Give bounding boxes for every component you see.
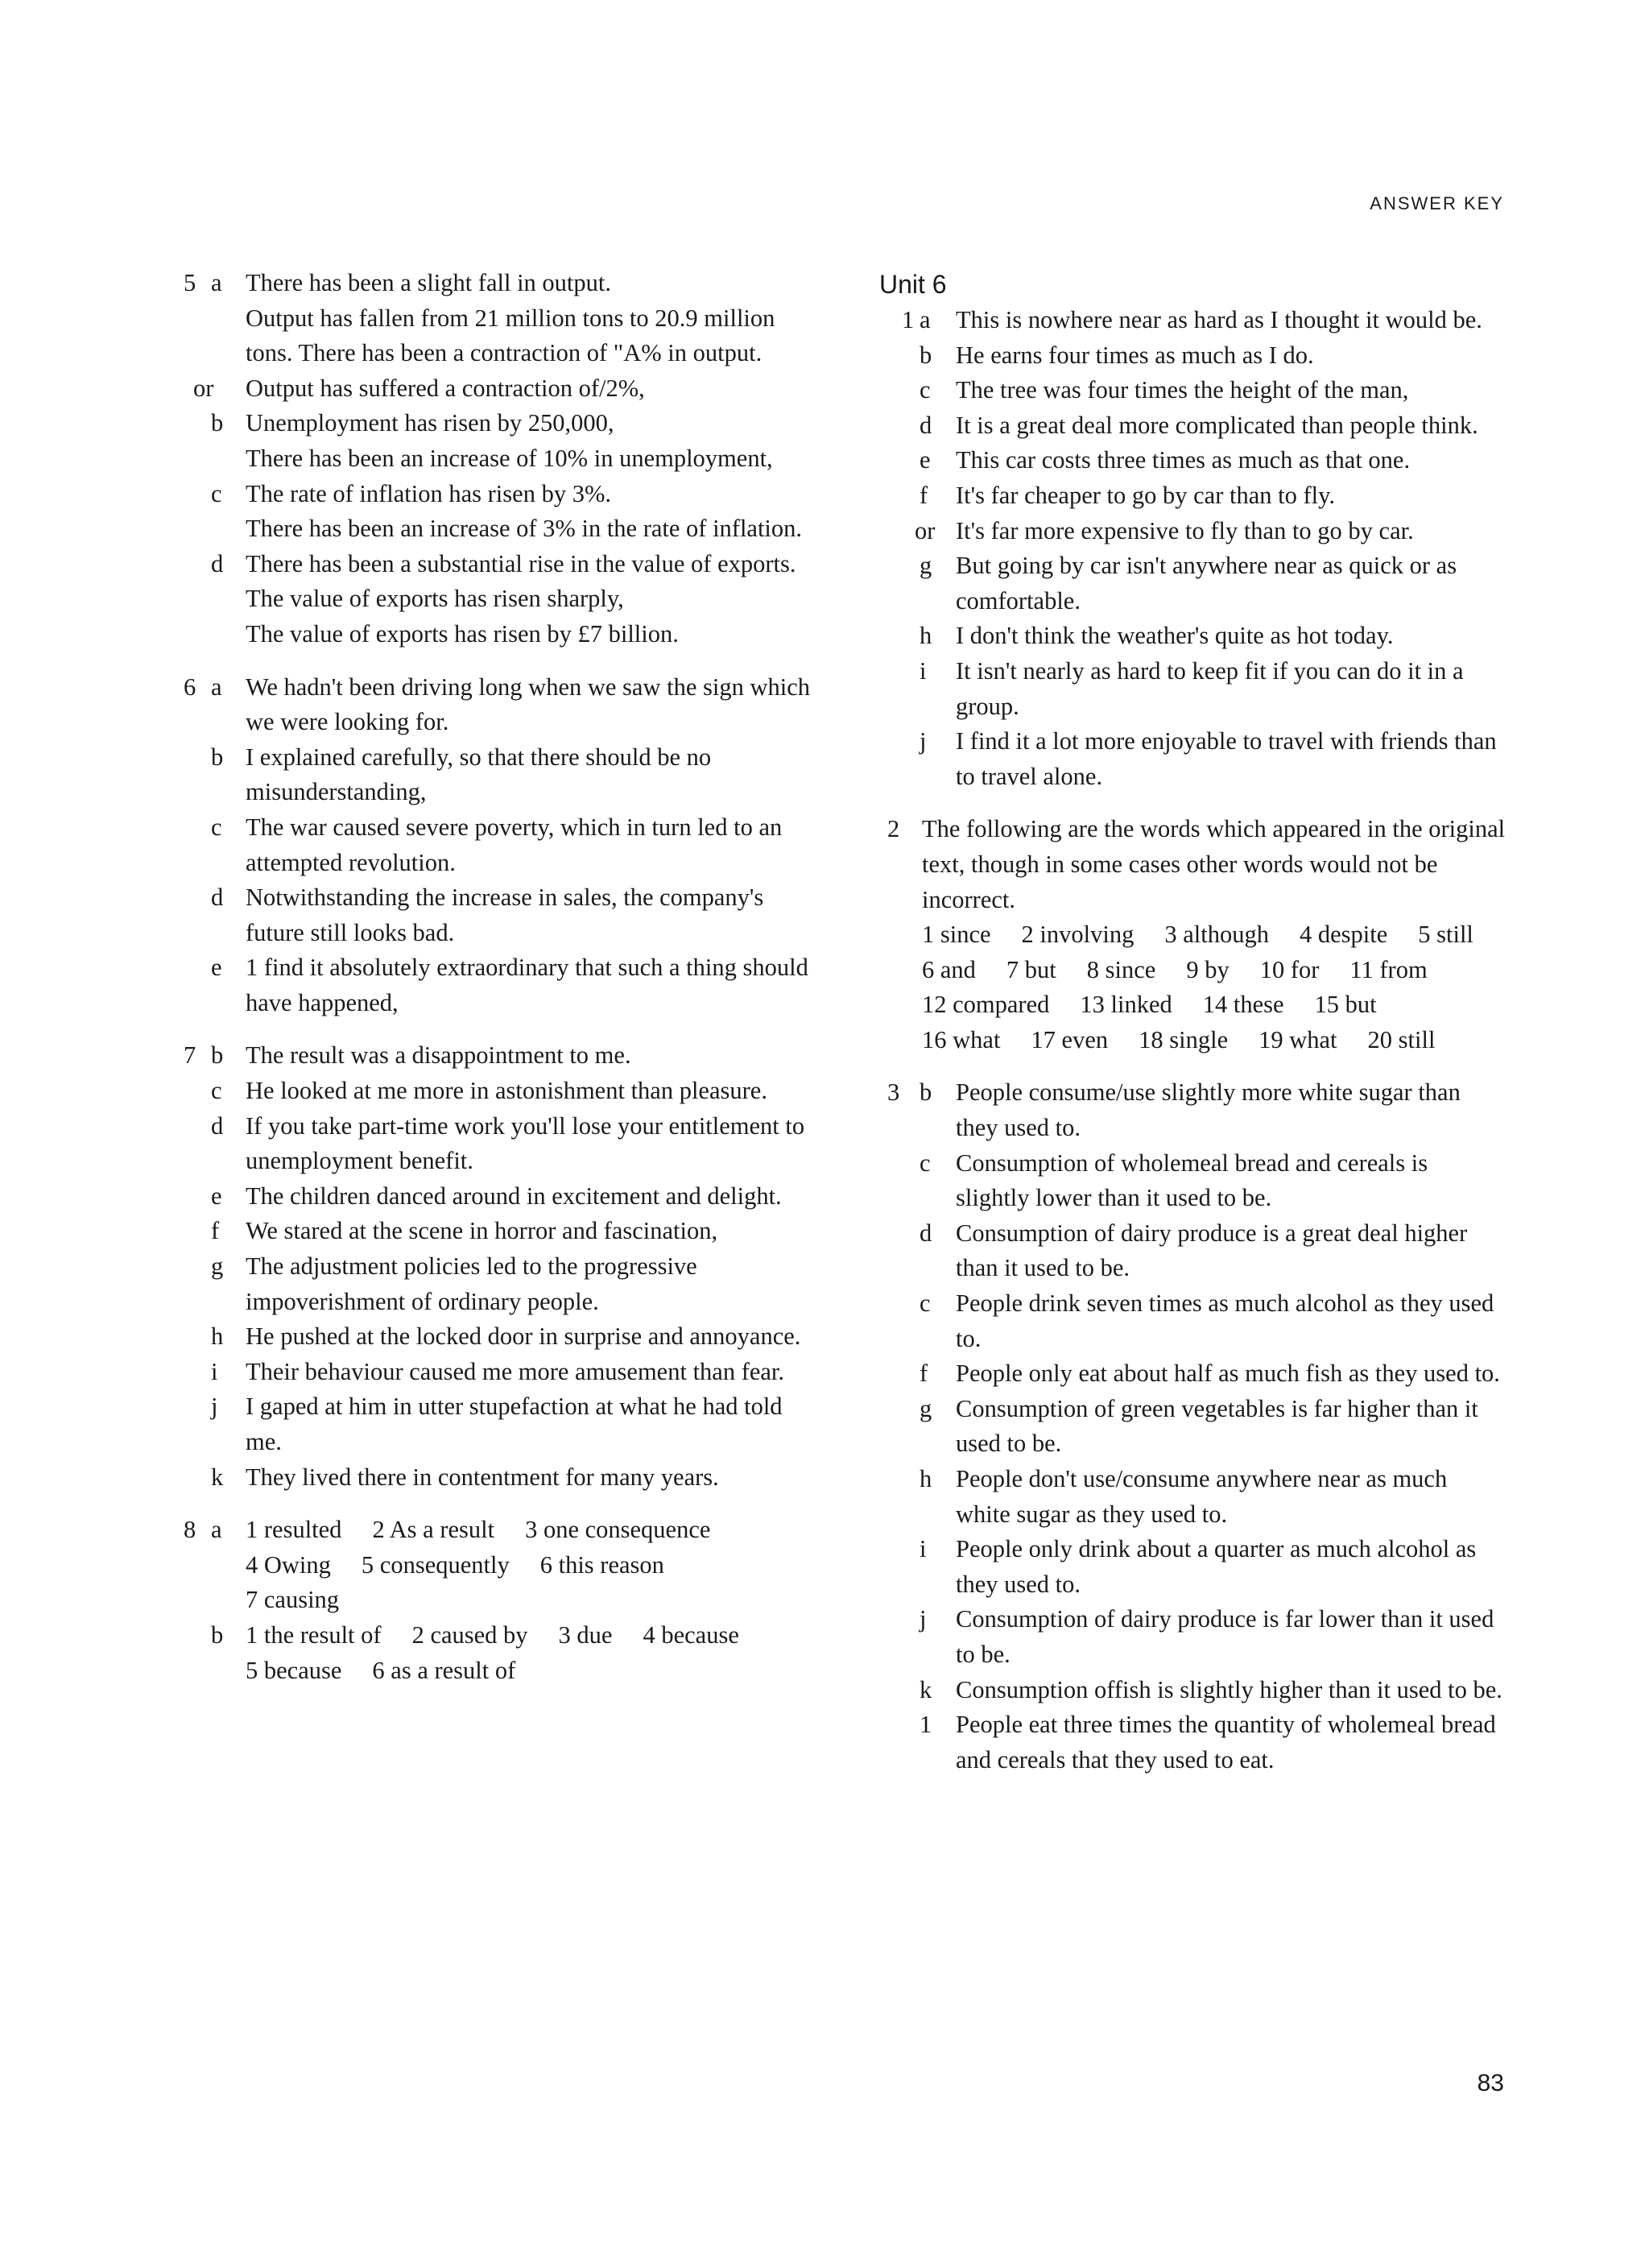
answer-item <box>177 371 813 407</box>
item-label: b <box>920 341 932 369</box>
word-list <box>879 917 1507 1057</box>
item-label: c <box>920 1289 931 1318</box>
item-label: 1 <box>920 1711 932 1739</box>
word-line <box>246 1583 813 1618</box>
answer-item <box>879 514 1507 549</box>
answer-item <box>879 1075 1507 1145</box>
right-column <box>879 266 1507 1795</box>
word-line <box>246 1548 813 1583</box>
word-answer: 3 one consequence <box>525 1516 711 1544</box>
answer-text: People don't use/consume anywhere near as much white sugar as they used to. <box>956 1465 1448 1528</box>
exercise-3 <box>879 1075 1507 1778</box>
item-label: g <box>211 1252 224 1281</box>
word-answer: 6 this reason <box>539 1550 664 1579</box>
answer-text: The war caused severe poverty, which in turn led to an attempted revolution. <box>246 813 783 876</box>
answer-text: I find it a lot more enjoyable to travel with friends than to travel alone. <box>956 727 1497 790</box>
item-label: d <box>920 411 932 439</box>
answer-text: I explained carefully, so that there should be no misunderstanding, <box>246 743 712 806</box>
item-label: h <box>920 622 932 650</box>
item-label: f <box>211 1217 220 1245</box>
word-answer: 13 linked <box>1080 991 1172 1019</box>
item-label: a <box>211 1516 222 1544</box>
item-label: or <box>193 374 214 402</box>
answer-line: Output has suffered a contraction of/2%, <box>246 374 645 402</box>
word-answer: 17 even <box>1031 1025 1109 1053</box>
word-answer: 16 what <box>922 1025 1001 1053</box>
item-label: e <box>211 1182 222 1210</box>
answer-item <box>879 1673 1507 1708</box>
answer-text: They lived there in contentment for many years. <box>246 1463 719 1491</box>
item-label: a <box>920 306 931 333</box>
item-label: i <box>920 656 927 685</box>
page-number: 83 <box>1477 2070 1504 2096</box>
word-answer: 4 despite <box>1299 921 1388 949</box>
answer-line: The value of exports has risen sharply, <box>246 585 624 613</box>
answer-item <box>177 266 813 371</box>
word-line <box>922 917 1507 953</box>
word-answer: 20 still <box>1367 1025 1436 1053</box>
exercise-number: 8 <box>184 1516 196 1544</box>
item-label: j <box>920 1605 927 1633</box>
exercise-intro: The following are the words which appeared in the original text, though in some cases other words would not be incorrect. <box>922 815 1506 913</box>
item-label: k <box>211 1463 224 1491</box>
answer-text: It isn't nearly as hard to keep fit if you can do it in a group. <box>956 656 1464 720</box>
answer-item <box>879 408 1507 444</box>
word-answer: 3 although <box>1164 921 1269 949</box>
word-answer: 6 as a result of <box>372 1656 516 1684</box>
answer-item <box>879 373 1507 408</box>
answer-item <box>177 1038 813 1074</box>
item-label: b <box>211 743 224 771</box>
answer-item <box>177 406 813 476</box>
item-label: g <box>920 1394 932 1422</box>
item-label: d <box>211 549 224 577</box>
answer-item <box>879 1707 1507 1778</box>
word-answer: 8 since <box>1086 955 1156 983</box>
item-label: e <box>211 954 222 982</box>
word-answer: 18 single <box>1139 1025 1229 1053</box>
answer-text: 1 find it absolutely extraordinary that such a thing should have happened, <box>246 954 808 1016</box>
word-line <box>922 987 1507 1023</box>
word-line <box>246 1653 813 1689</box>
answer-item <box>879 303 1507 338</box>
answer-item <box>177 740 813 810</box>
item-label: j <box>920 727 927 755</box>
item-label: g <box>920 552 932 580</box>
answer-line: There has been a slight fall in output. <box>246 269 611 296</box>
answer-text: Their behaviour caused me more amusement than fear. <box>246 1357 785 1385</box>
answer-item <box>177 1109 813 1179</box>
exercise-number: 1 <box>902 306 915 333</box>
unit-title: Unit 6 <box>879 270 947 299</box>
answer-text: People consume/use slightly more white sugar than they used to. <box>956 1078 1461 1142</box>
answer-item <box>177 547 813 652</box>
word-answer: 4 because <box>643 1620 739 1649</box>
item-label: or <box>915 516 936 544</box>
answer-line: Output has fallen from 21 million tons to 20.9 million tons. There has been a contraction of "A% in output. <box>246 304 775 367</box>
answer-text: People drink seven times as much alcohol as they used to. <box>956 1289 1494 1352</box>
word-answer: 14 these <box>1202 991 1284 1019</box>
item-label: c <box>920 1148 931 1177</box>
item-label: f <box>920 1360 928 1388</box>
answer-text: Consumption of wholemeal bread and cereals is slightly lower than it used to be. <box>956 1148 1428 1212</box>
item-label: j <box>211 1393 218 1421</box>
item-label: e <box>920 446 931 474</box>
exercise-7 <box>177 1038 813 1495</box>
answer-item <box>177 1389 813 1459</box>
exercise-2 <box>879 812 1507 1057</box>
left-column <box>177 266 813 1706</box>
answer-line: Unemployment has risen by 250,000, <box>246 409 614 437</box>
word-answer: 2 As a result <box>372 1516 495 1544</box>
item-label: c <box>211 479 222 507</box>
answer-text: The result was a disappointment to me. <box>246 1041 631 1070</box>
answer-item <box>879 338 1507 374</box>
answer-text: We hadn't been driving long when we saw the sign which we were looking for. <box>246 673 810 736</box>
word-answer: 19 what <box>1258 1025 1337 1053</box>
item-label: b <box>920 1078 932 1107</box>
answer-item <box>177 670 813 740</box>
word-answer: 15 but <box>1314 991 1377 1019</box>
answer-item <box>177 1618 813 1688</box>
exercise-8 <box>177 1513 813 1688</box>
answer-text: I don't think the weather's quite as hot today. <box>956 622 1394 650</box>
answer-text: It's far cheaper to go by car than to fly. <box>956 481 1335 509</box>
item-label: f <box>920 481 928 509</box>
answer-item <box>879 1146 1507 1216</box>
answer-text: He pushed at the locked door in surprise and annoyance. <box>246 1322 801 1351</box>
answer-item <box>879 1356 1507 1392</box>
item-label: a <box>211 673 222 701</box>
answer-text: It is a great deal more complicated than people think. <box>956 411 1478 439</box>
answer-text: He looked at me more in astonishment than pleasure. <box>246 1077 767 1105</box>
answer-text: We stared at the scene in horror and fascination, <box>246 1217 718 1245</box>
answer-item <box>177 477 813 547</box>
item-label: b <box>211 1620 224 1649</box>
answer-item <box>177 1355 813 1390</box>
word-answer: 9 by <box>1186 955 1230 983</box>
item-label: h <box>211 1322 224 1351</box>
answer-item <box>177 880 813 950</box>
answer-text: The children danced around in excitement and delight. <box>246 1182 782 1210</box>
word-answer: 5 consequently <box>361 1550 510 1579</box>
answer-text: People only drink about a quarter as much alcohol as they used to. <box>956 1535 1477 1598</box>
word-answer: 1 since <box>922 921 991 949</box>
word-answer: 7 causing <box>246 1586 340 1614</box>
exercise-number: 7 <box>184 1041 196 1070</box>
item-label: h <box>920 1465 932 1492</box>
answer-text: He earns four times as much as I do. <box>956 341 1314 369</box>
word-answer: 1 the result of <box>246 1620 382 1649</box>
answer-item <box>879 724 1507 794</box>
item-label: b <box>211 409 224 437</box>
word-answer: 12 compared <box>922 991 1050 1019</box>
word-answer: 6 and <box>922 955 976 983</box>
answer-item <box>879 443 1507 478</box>
answer-text: People eat three times the quantity of wholemeal bread and cereals that they used to eat. <box>956 1711 1496 1773</box>
exercise-1 <box>879 303 1507 794</box>
answer-item <box>177 1460 813 1496</box>
exercise-number: 3 <box>887 1078 900 1107</box>
item-label: i <box>211 1357 218 1385</box>
answer-text: I gaped at him in utter stupefaction at what he had told me. <box>246 1393 783 1455</box>
running-head: ANSWER KEY <box>1370 193 1504 213</box>
answer-text: This car costs three times as much as that one. <box>956 446 1411 474</box>
exercise-number: 2 <box>887 815 900 843</box>
item-label: c <box>211 1077 222 1105</box>
word-answer: 5 because <box>246 1656 342 1684</box>
answer-line: The rate of inflation has risen by 3%. <box>246 479 611 507</box>
answer-text: But going by car isn't anywhere near as quick or as comfortable. <box>956 552 1457 615</box>
answer-line: There has been a substantial rise in the value of exports. <box>246 549 796 577</box>
answer-item <box>177 1513 813 1618</box>
answer-item <box>177 810 813 880</box>
answer-text: People only eat about half as much fish as they used to. <box>956 1360 1500 1388</box>
answer-item <box>177 1214 813 1249</box>
exercise-number: 5 <box>184 269 196 296</box>
exercise-6 <box>177 670 813 1021</box>
answer-item <box>879 548 1507 619</box>
item-label: d <box>920 1219 932 1247</box>
answer-item <box>177 1074 813 1109</box>
word-answer: 1 resulted <box>246 1516 342 1544</box>
answer-item <box>177 1179 813 1215</box>
answer-text: Consumption of dairy produce is far lower than it used to be. <box>956 1605 1494 1668</box>
exercise-5 <box>177 266 813 652</box>
word-line <box>246 1618 813 1653</box>
answer-text: If you take part-time work you'll lose your entitlement to unemployment benefit. <box>246 1111 805 1175</box>
answer-item <box>879 1602 1507 1672</box>
word-line <box>922 1023 1507 1058</box>
answer-line: There has been an increase of 10% in unemployment, <box>246 444 773 472</box>
answer-text: Consumption of dairy produce is a great deal higher than it used to be. <box>956 1219 1468 1282</box>
answer-item <box>879 478 1507 514</box>
word-answer: 3 due <box>558 1620 613 1649</box>
word-answer: 5 still <box>1418 921 1473 949</box>
answer-item <box>177 1249 813 1319</box>
item-label: c <box>920 376 931 404</box>
item-label: k <box>920 1675 932 1703</box>
item-label: d <box>211 1111 224 1140</box>
answer-text: This is nowhere near as hard as I thought it would be. <box>956 306 1482 333</box>
item-label: a <box>211 269 222 296</box>
answer-text: Consumption of green vegetables is far higher than it used to be. <box>956 1394 1478 1458</box>
answer-text: The adjustment policies led to the progressive impoverishment of ordinary people. <box>246 1252 697 1315</box>
answer-item <box>879 1216 1507 1286</box>
answer-item <box>879 1286 1507 1356</box>
answer-item <box>879 1462 1507 1532</box>
answer-text: Consumption offish is slightly higher than it used to be. <box>956 1675 1502 1703</box>
answer-item <box>879 654 1507 724</box>
word-answer: 7 but <box>1006 955 1056 983</box>
item-label: d <box>211 884 224 912</box>
word-answer: 2 involving <box>1021 921 1134 949</box>
item-label: b <box>211 1041 224 1070</box>
word-line <box>246 1513 813 1548</box>
answer-line: The value of exports has risen by £7 billion. <box>246 619 679 648</box>
word-answer: 10 for <box>1259 955 1320 983</box>
answer-item <box>879 1532 1507 1602</box>
word-answer: 2 caused by <box>411 1620 528 1649</box>
answer-item <box>879 1392 1507 1462</box>
answer-text: Notwithstanding the increase in sales, the company's future still looks bad. <box>246 884 764 946</box>
answer-line: There has been an increase of 3% in the rate of inflation. <box>246 515 803 543</box>
word-answer: 4 Owing <box>246 1550 331 1579</box>
answer-item <box>177 1319 813 1355</box>
item-label: c <box>211 813 222 841</box>
answer-text: It's far more expensive to fly than to go by car. <box>956 516 1414 544</box>
answer-text: The tree was four times the height of the man, <box>956 376 1409 404</box>
item-label: i <box>920 1535 927 1563</box>
answer-item <box>177 950 813 1020</box>
answer-item <box>879 619 1507 654</box>
word-line <box>922 953 1507 988</box>
exercise-number: 6 <box>184 673 196 701</box>
word-answer: 11 from <box>1349 955 1428 983</box>
